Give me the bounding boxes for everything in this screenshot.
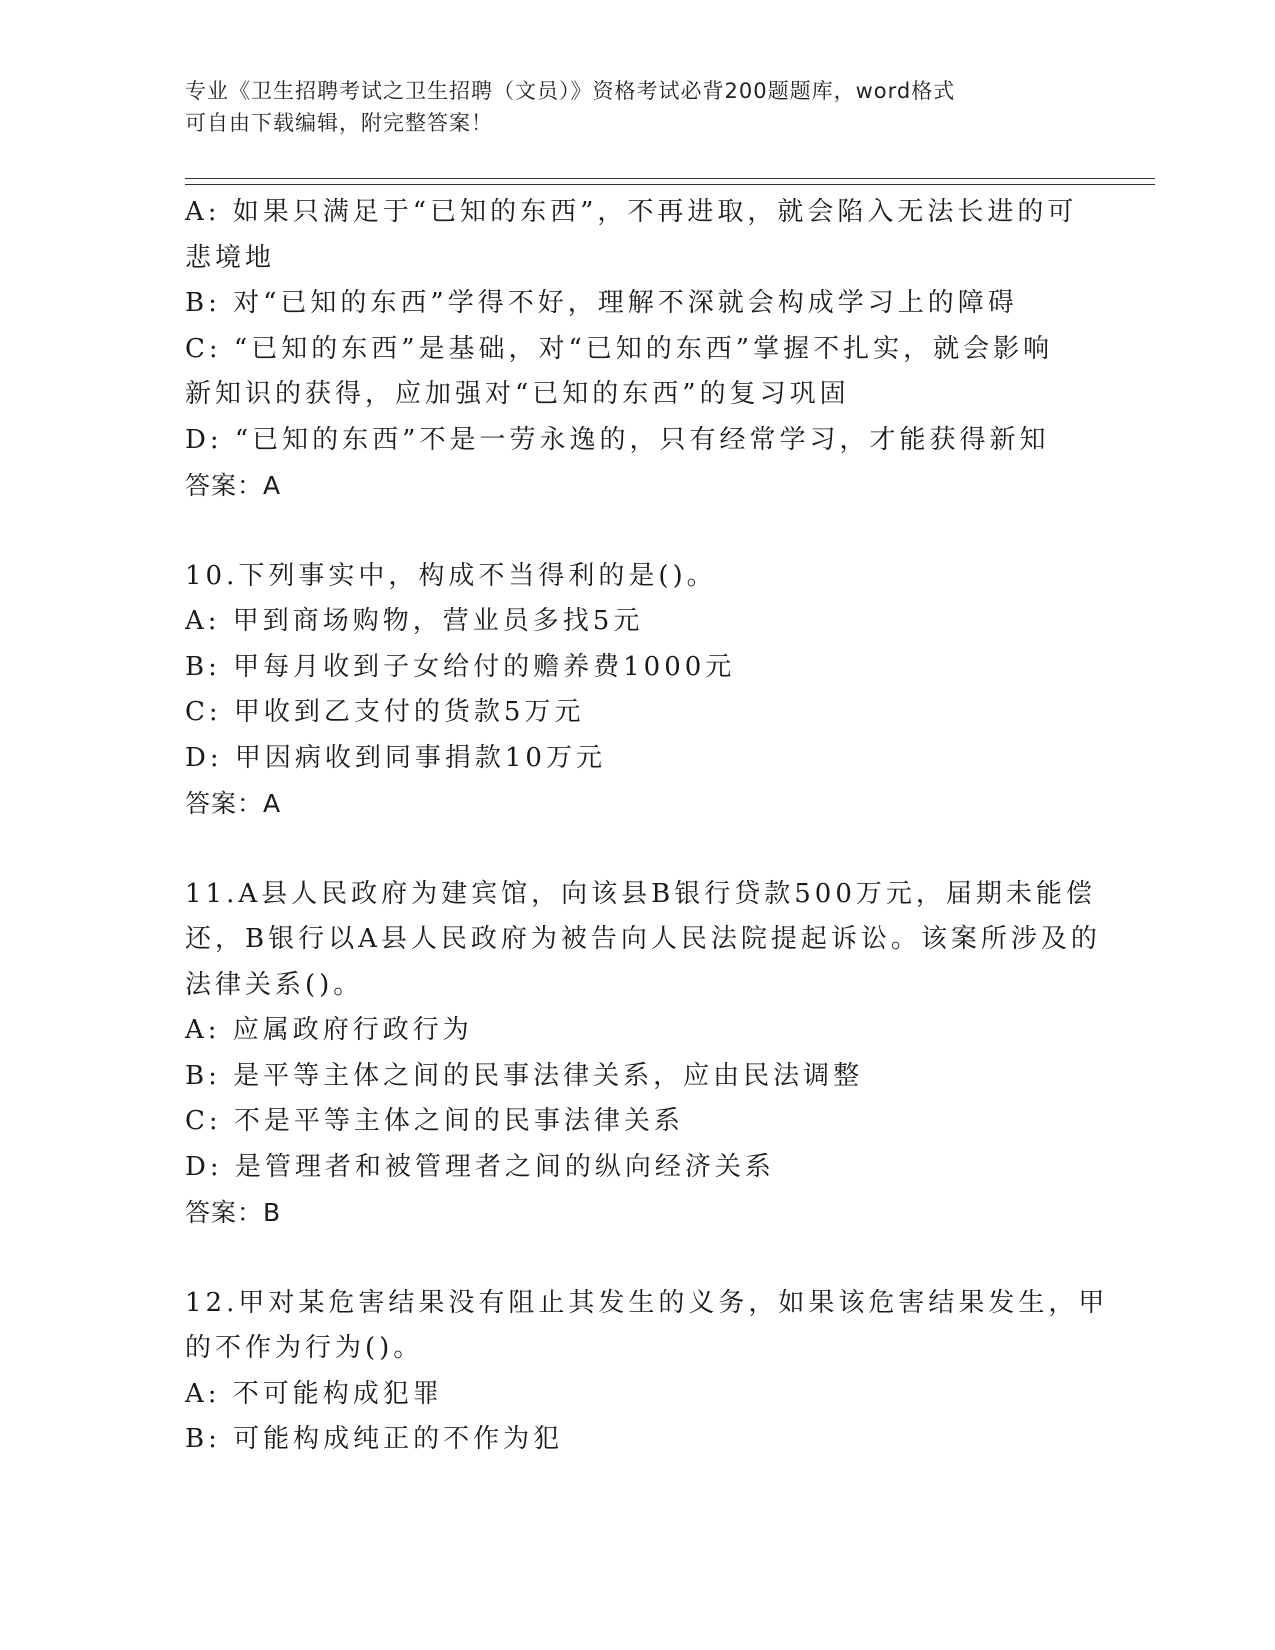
question-9	[185, 190, 1078, 509]
document-header	[185, 75, 1085, 139]
header-line-1: 专业《卫生招聘考试之卫生招聘（文员）》资格考试必背200题题库，word格式	[185, 79, 956, 103]
q11-stem-line1: 11.A县人民政府为建宾馆，向该县B银行贷款500万元，届期未能偿	[185, 878, 1096, 909]
q10-option-a: A: 甲到商场购物，营业员多找5元	[185, 606, 644, 636]
q10-stem: 10.下列事实中，构成不当得利的是()。	[185, 560, 717, 591]
q9-option-d: D: “已知的东西”不是一劳永逸的，只有经常学习，才能获得新知	[185, 424, 1050, 455]
q9-option-b: B: 对“已知的东西”学得不好，理解不深就会构成学习上的障碍	[185, 288, 1018, 318]
spacer	[185, 1236, 1075, 1281]
q9-answer: 答案：A	[185, 471, 282, 500]
q12-option-a: A: 不可能构成犯罪	[185, 1378, 443, 1409]
spacer	[185, 827, 1075, 872]
q10-answer: 答案：A	[185, 789, 282, 818]
header-rule-bottom	[185, 184, 1155, 185]
q11-answer: 答案：B	[185, 1198, 282, 1227]
q11-option-c: C: 不是平等主体之间的民事法律关系	[185, 1106, 684, 1136]
q10-option-b: B: 甲每月收到子女给付的赡养费1000元	[185, 651, 736, 682]
question-10	[185, 554, 1075, 827]
q9-option-c-line2: 新知识的获得，应加强对“已知的东西”的复习巩固	[185, 379, 850, 409]
q11-stem-line3: 法律关系()。	[185, 969, 364, 1000]
question-12	[185, 1281, 1109, 1463]
q11-option-a: A: 应属政府行政行为	[185, 1015, 473, 1045]
header-line-2: 可自由下载编辑，附完整答案！	[185, 111, 493, 135]
q12-stem-line1: 12.甲对某危害结果没有阻止其发生的义务，如果该危害结果发生，甲	[185, 1287, 1109, 1318]
q10-option-d: D: 甲因病收到同事捐款10万元	[185, 742, 606, 773]
q10-option-c: C: 甲收到乙支付的货款5万元	[185, 697, 585, 727]
q11-option-d: D: 是管理者和被管理者之间的纵向经济关系	[185, 1151, 775, 1182]
q12-option-b: B: 可能构成纯正的不作为犯	[185, 1424, 564, 1454]
spacer	[185, 509, 1075, 554]
q11-option-b: B: 是平等主体之间的民事法律关系，应由民法调整	[185, 1060, 864, 1091]
q9-option-a-line2: 悲境地	[185, 242, 276, 273]
document-body	[185, 190, 1109, 1463]
q9-option-c-line1: C: “已知的东西”是基础，对“已知的东西”掌握不扎实，就会影响	[185, 333, 1054, 364]
q9-option-a-line1: A: 如果只满足于“已知的东西”，不再进取，就会陷入无法长进的可	[185, 197, 1078, 227]
q12-stem-line2: 的不作为行为()。	[185, 1333, 424, 1363]
question-11	[185, 872, 1101, 1236]
q11-stem-line2: 还，B银行以A县人民政府为被告向人民法院提起诉讼。该案所涉及的	[185, 924, 1101, 954]
header-rule-top	[185, 178, 1155, 179]
